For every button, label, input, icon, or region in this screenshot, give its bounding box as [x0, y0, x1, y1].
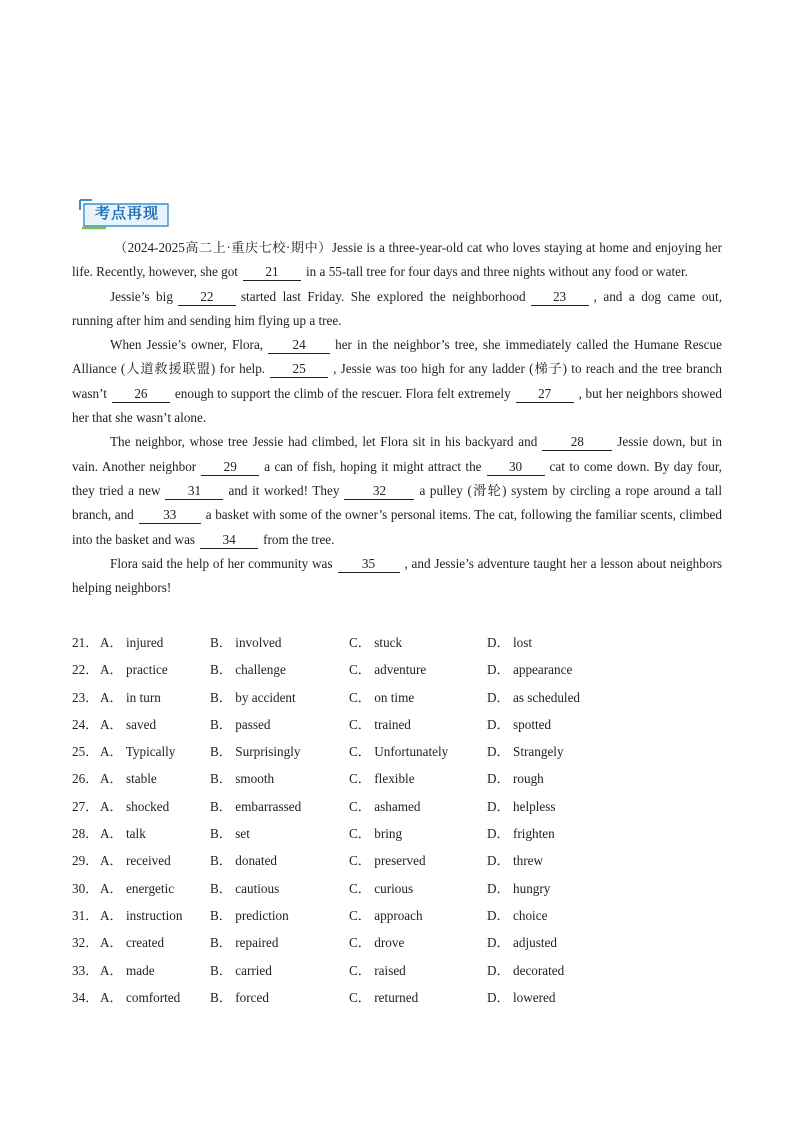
blank-23: 23: [531, 289, 589, 306]
blank-31: 31: [165, 483, 223, 500]
option-c: C． Unfortunately: [349, 744, 449, 760]
option-b: B． embarrassed: [210, 798, 302, 814]
blank-25: 25: [270, 361, 328, 378]
option-c: C． preserved: [349, 853, 426, 869]
option-a: A． shocked: [100, 798, 170, 814]
option-d: D． Strangely: [487, 744, 564, 760]
option-row: [72, 659, 722, 686]
source-tag: （2024-2025高二上·重庆七校·期中）: [114, 240, 332, 255]
blank-35: 35: [338, 556, 400, 573]
passage-text: a pulley (滑轮) system by circling a rope around a tall branch, and: [72, 482, 722, 523]
option-a: A． in turn: [100, 689, 161, 705]
option-row: [72, 714, 722, 741]
option-d: D． threw: [487, 853, 544, 869]
question-number: 22．: [72, 662, 99, 678]
option-row: [72, 987, 722, 1014]
passage-text: enough to support the climb of the rescuer. Flora felt extremely: [174, 385, 511, 401]
question-number: 28．: [72, 826, 99, 842]
option-a: A． talk: [100, 826, 146, 842]
passage-paragraph-3: [72, 333, 722, 430]
option-d: D． helpless: [487, 798, 556, 814]
option-c: C． curious: [349, 880, 414, 896]
passage-text: started last Friday. She explored the neighborhood: [240, 288, 526, 304]
option-a: A． Typically: [100, 744, 176, 760]
option-row: [72, 905, 722, 932]
option-b: B． cautious: [210, 880, 280, 896]
question-number: 26．: [72, 771, 99, 787]
option-c: C． flexible: [349, 771, 415, 787]
option-b: B． involved: [210, 635, 282, 650]
question-number: 34．: [72, 989, 99, 1005]
option-row: [72, 932, 722, 959]
cloze-passage: [72, 236, 722, 600]
option-b: B． smooth: [210, 771, 275, 787]
answer-options: [72, 632, 722, 1014]
option-row: [72, 823, 722, 850]
option-row: [72, 632, 722, 659]
blank-24: 24: [268, 337, 330, 354]
passage-text: Jessie is a three-year-old cat who loves staying at home and enjoying her life. Recently, however, she got: [72, 240, 722, 280]
option-b: B． forced: [210, 989, 269, 1005]
question-number: 24．: [72, 716, 99, 732]
section-badge-label: 考点再现: [94, 204, 159, 222]
option-row: [72, 687, 722, 714]
question-number: 29．: [72, 853, 99, 869]
blank-29: 29: [201, 459, 259, 476]
question-number: 25．: [72, 744, 99, 760]
passage-text: her in the neighbor’s tree, she immediately called the Humane Rescue Alliance (人道救援联盟) for help.: [72, 337, 722, 377]
option-a: A． energetic: [100, 880, 175, 896]
passage-paragraph-5: [72, 552, 722, 601]
passage-paragraph-4: [72, 430, 722, 551]
passage-text: a can of fish, hoping it might attract the: [264, 458, 482, 474]
passage-text: cat to come down. By day four, they tried a new: [72, 458, 722, 498]
option-c: C． adventure: [349, 662, 427, 678]
option-d: D． lowered: [487, 989, 556, 1005]
option-b: B． prediction: [210, 907, 289, 923]
option-a: A． created: [100, 935, 165, 951]
option-c: C． stuck: [349, 635, 403, 650]
option-c: C． returned: [349, 989, 419, 1005]
option-d: D． lost: [487, 635, 533, 650]
passage-text: in a 55-tall tree for four days and three nights without any food or water.: [305, 264, 688, 280]
question-number: 33．: [72, 962, 99, 978]
option-d: D． as scheduled: [487, 689, 581, 705]
blank-22: 22: [178, 289, 236, 306]
option-d: D． rough: [487, 771, 544, 787]
option-b: B． Surprisingly: [210, 744, 301, 760]
blank-27: 27: [516, 386, 574, 403]
passage-text: from the tree.: [263, 531, 335, 547]
question-number: 23．: [72, 689, 99, 705]
passage-paragraph-2: [72, 285, 722, 334]
passage-text: , and a dog came out, running after him and sending him flying up a tree.: [72, 288, 722, 328]
passage-text: Jessie down, but in vain. Another neighbor: [72, 434, 722, 474]
option-row: [72, 960, 722, 987]
option-row: [72, 768, 722, 795]
question-number: 32．: [72, 935, 99, 951]
option-a: A． received: [100, 853, 171, 869]
option-c: C． ashamed: [349, 798, 421, 814]
option-a: A． made: [100, 962, 155, 978]
option-row: [72, 850, 722, 877]
passage-text: , Jessie was too high for any ladder (梯子) to reach and the tree branch wasn’t: [72, 361, 722, 401]
option-d: D． adjusted: [487, 935, 557, 951]
option-a: A． injured: [100, 635, 164, 650]
option-row: [72, 878, 722, 905]
option-d: D． frighten: [487, 826, 555, 842]
option-b: B． passed: [210, 716, 271, 732]
option-d: D． hungry: [487, 880, 551, 896]
option-a: A． saved: [100, 716, 157, 732]
option-row: [72, 796, 722, 823]
option-a: A． instruction: [100, 907, 183, 923]
option-c: C． trained: [349, 716, 411, 732]
option-a: A． stable: [100, 771, 157, 787]
passage-text: Jessie’s big: [110, 288, 173, 304]
option-c: C． approach: [349, 907, 423, 923]
question-number: 27．: [72, 798, 99, 814]
passage-text: a basket with some of the owner’s personal items. The cat, following the familiar scents, climbed into the basket and was: [72, 507, 722, 547]
passage-text: When Jessie’s owner, Flora,: [110, 337, 264, 353]
option-b: B． carried: [210, 962, 272, 978]
blank-30: 30: [487, 459, 545, 476]
option-c: C． bring: [349, 826, 403, 842]
blank-33: 33: [139, 507, 201, 524]
option-c: C． drove: [349, 935, 405, 951]
option-b: B． challenge: [210, 662, 286, 678]
option-d: D． appearance: [487, 662, 573, 678]
option-a: A． comforted: [100, 989, 181, 1005]
passage-text: and it worked! They: [228, 482, 340, 498]
question-number: 30．: [72, 880, 99, 896]
passage-text: , and Jessie’s adventure taught her a lesson about neighbors helping neighbors!: [72, 555, 722, 596]
option-b: B． set: [210, 826, 250, 842]
option-b: B． repaired: [210, 935, 279, 951]
section-badge: [78, 198, 170, 228]
option-c: C． on time: [349, 689, 415, 705]
passage-text: , but her neighbors showed her that she wasn’t alone.: [72, 385, 722, 426]
passage-paragraph-1: [72, 236, 722, 285]
question-number: 31．: [72, 907, 99, 923]
question-number: 21．: [72, 635, 99, 650]
blank-26: 26: [112, 386, 170, 403]
option-b: B． by accident: [210, 689, 296, 705]
blank-21: 21: [243, 264, 301, 281]
passage-text: The neighbor, whose tree Jessie had climbed, let Flora sit in his backyard and: [110, 434, 538, 450]
option-d: D． spotted: [487, 716, 552, 732]
option-c: C． raised: [349, 962, 406, 978]
option-row: [72, 741, 722, 768]
blank-28: 28: [542, 434, 612, 451]
option-d: D． decorated: [487, 962, 565, 978]
blank-32: 32: [344, 483, 414, 500]
option-b: B． donated: [210, 853, 278, 869]
blank-34: 34: [200, 532, 258, 549]
option-d: D． choice: [487, 907, 548, 923]
passage-text: Flora said the help of her community was: [110, 555, 333, 571]
option-a: A． practice: [100, 662, 168, 678]
